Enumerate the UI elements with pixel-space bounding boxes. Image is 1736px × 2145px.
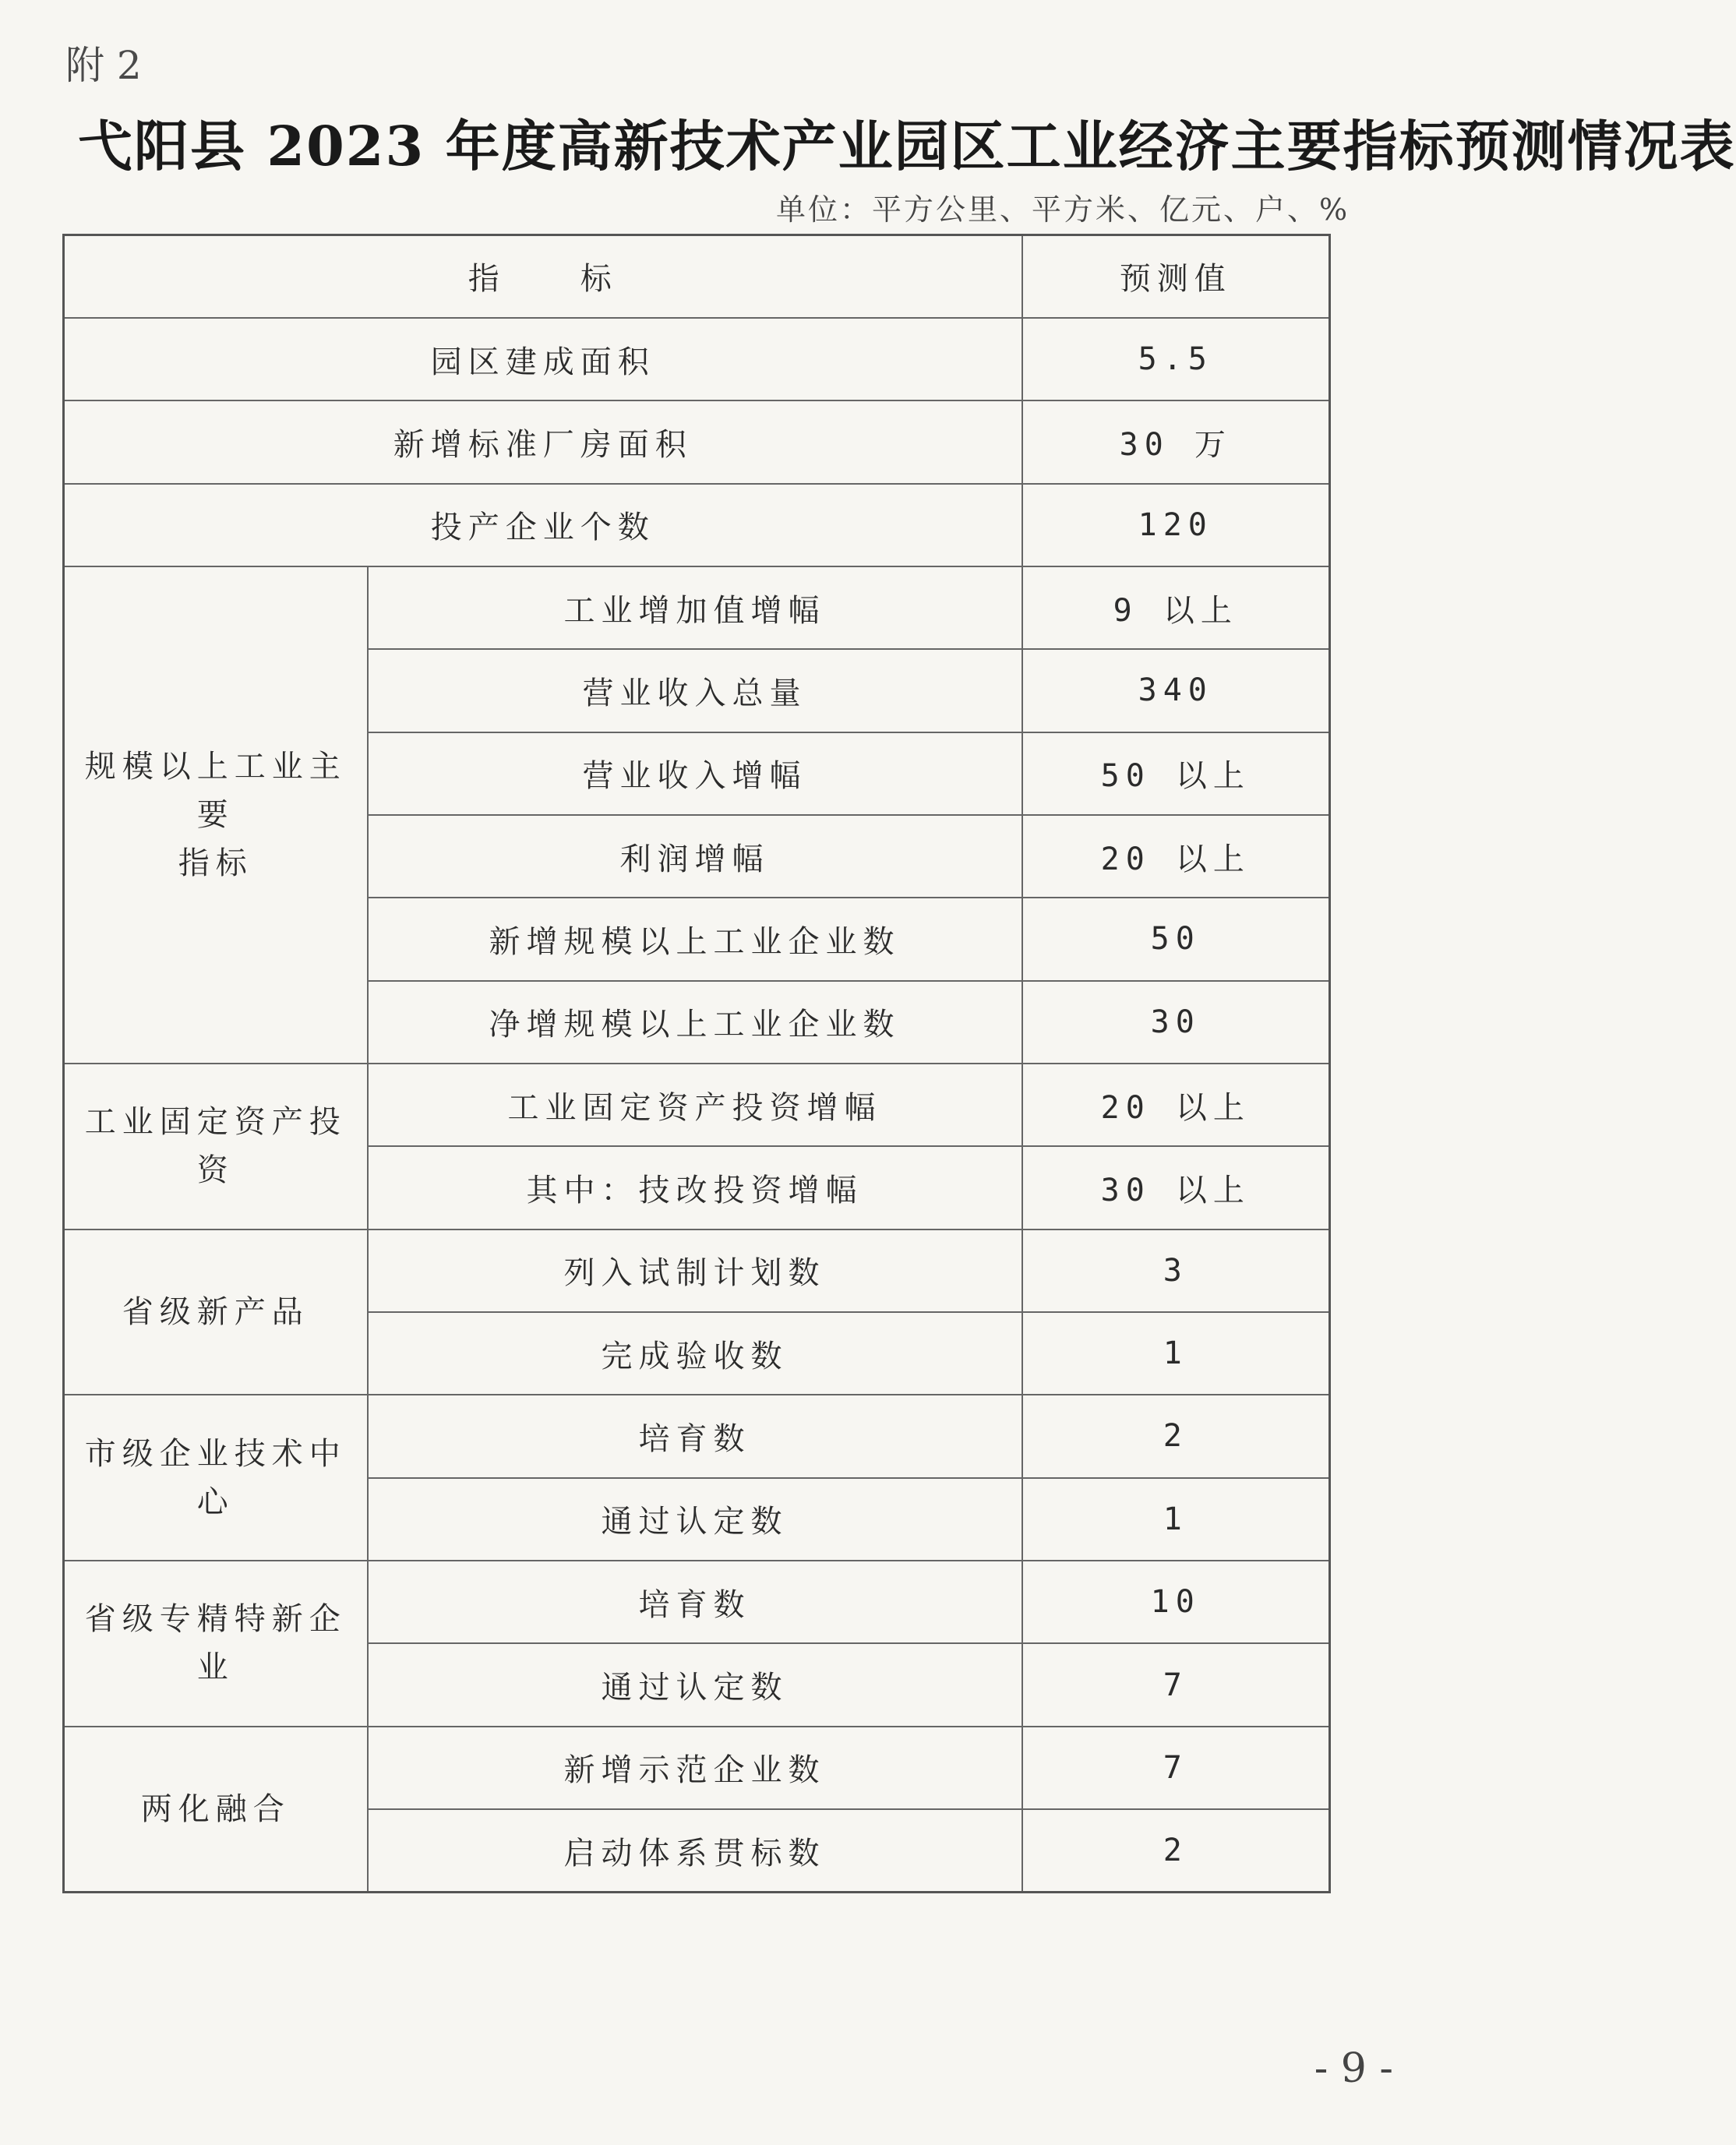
row-value: 30 万 [1022, 400, 1330, 483]
indicator-table [62, 234, 1331, 1893]
row-value: 50 以上 [1022, 732, 1330, 815]
table-row [64, 1064, 1330, 1146]
row-label: 新增示范企业数 [368, 1727, 1022, 1809]
row-label: 工业固定资产投资增幅 [368, 1064, 1022, 1146]
row-label: 工业增加值增幅 [368, 566, 1022, 649]
row-value: 2 [1022, 1395, 1330, 1477]
row-value: 10 [1022, 1561, 1330, 1643]
header-value: 预测值 [1022, 235, 1330, 318]
table-row [64, 318, 1330, 400]
group-name-line: 规模以上工业主要 [84, 748, 347, 833]
row-label: 净增规模以上工业企业数 [368, 981, 1022, 1064]
row-label: 新增规模以上工业企业数 [368, 898, 1022, 980]
row-value: 9 以上 [1022, 566, 1330, 649]
row-value: 1 [1022, 1312, 1330, 1395]
table-row [64, 400, 1330, 483]
table-header-row [64, 235, 1330, 318]
row-label: 完成验收数 [368, 1312, 1022, 1395]
row-label: 启动体系贯标数 [368, 1809, 1022, 1892]
table-row [64, 566, 1330, 649]
row-value: 7 [1022, 1643, 1330, 1726]
row-value: 30 [1022, 981, 1330, 1064]
table-row [64, 1561, 1330, 1643]
row-value: 30 以上 [1022, 1146, 1330, 1229]
unit-note: 单位：平方公里、平方米、亿元、户、% [776, 192, 1350, 227]
row-label: 通过认定数 [368, 1478, 1022, 1561]
row-label: 园区建成面积 [64, 318, 1022, 400]
group-name-fixed-investment: 工业固定资产投资 [64, 1064, 368, 1229]
row-label: 营业收入总量 [368, 649, 1022, 732]
row-label: 列入试制计划数 [368, 1229, 1022, 1312]
row-label: 培育数 [368, 1561, 1022, 1643]
row-value: 7 [1022, 1727, 1330, 1809]
page-number: - 9 - [1314, 2045, 1393, 2092]
row-value: 20 以上 [1022, 815, 1330, 898]
row-value: 20 以上 [1022, 1064, 1330, 1146]
document-title: 弋阳县 2023 年度高新技术产业园区工业经济主要指标预测情况表 [78, 114, 1736, 178]
group-name-integration: 两化融合 [64, 1727, 368, 1893]
row-value: 50 [1022, 898, 1330, 980]
row-label: 新增标准厂房面积 [64, 400, 1022, 483]
row-value: 3 [1022, 1229, 1330, 1312]
row-value: 5.5 [1022, 318, 1330, 400]
group-name-specialized-enterprises: 省级专精特新企业 [64, 1561, 368, 1727]
annex-label: 附 2 [65, 43, 142, 88]
row-label: 其中：技改投资增幅 [368, 1146, 1022, 1229]
group-name-new-products: 省级新产品 [64, 1229, 368, 1395]
row-value: 2 [1022, 1809, 1330, 1892]
table-row [64, 1395, 1330, 1477]
group-name-line: 指标 [178, 845, 253, 881]
row-value: 120 [1022, 484, 1330, 566]
row-label: 投产企业个数 [64, 484, 1022, 566]
row-value: 340 [1022, 649, 1330, 732]
table-row [64, 1727, 1330, 1809]
row-label: 营业收入增幅 [368, 732, 1022, 815]
header-indicator: 指 标 [64, 235, 1022, 318]
row-value: 1 [1022, 1478, 1330, 1561]
table-row [64, 484, 1330, 566]
row-label: 通过认定数 [368, 1643, 1022, 1726]
group-name-scale-industry [64, 566, 368, 1064]
group-name-tech-center: 市级企业技术中心 [64, 1395, 368, 1561]
table-row [64, 1229, 1330, 1312]
row-label: 培育数 [368, 1395, 1022, 1477]
row-label: 利润增幅 [368, 815, 1022, 898]
